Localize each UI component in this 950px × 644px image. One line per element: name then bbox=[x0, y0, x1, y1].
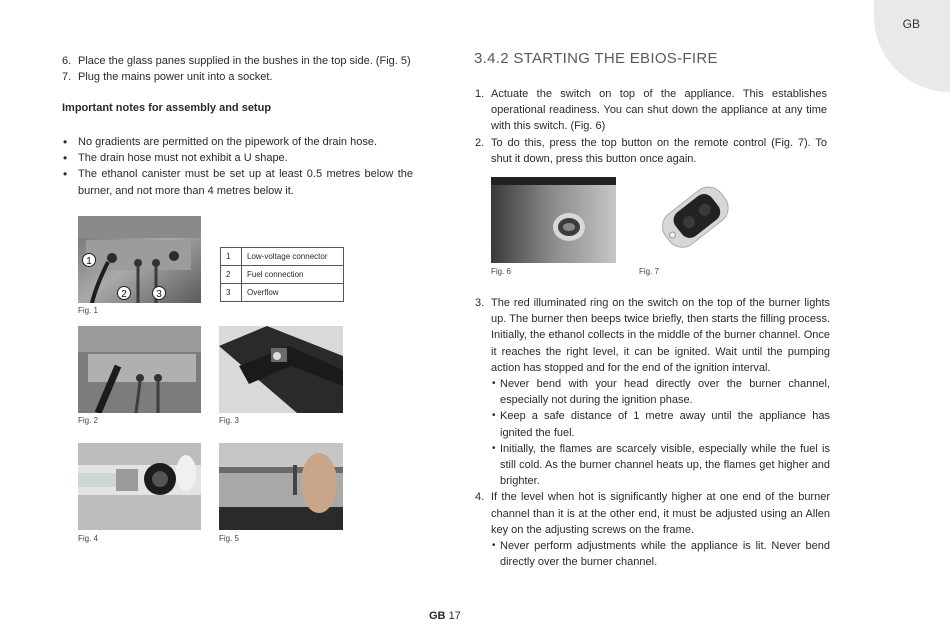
fig3-caption: Fig. 3 bbox=[219, 416, 240, 425]
table-row: 3 Overflow bbox=[221, 284, 344, 302]
fig5-caption: Fig. 5 bbox=[219, 534, 240, 543]
fig5-illustration bbox=[219, 443, 343, 530]
sub-bullet: • Initially, the flames are scarcely visible, especially while the fuel is still cold. As the burner channel heats up, the flames get higher and brighter. bbox=[491, 441, 830, 490]
sub-bullet: • Never bend with your head directly over the burner channel, especially not during the ignition phase. bbox=[491, 376, 830, 408]
fig6-illustration bbox=[491, 177, 616, 263]
fig1-marker-1: 1 bbox=[86, 256, 92, 267]
fig1-marker-3: 3 bbox=[156, 289, 162, 300]
page-footer bbox=[429, 610, 461, 622]
list-item: 1. Actuate the switch on top of the appliance. This establishes operational readiness. You can shut down the appliance at any time with this switch. (Fig. 6) bbox=[475, 88, 827, 133]
fig2-illustration bbox=[78, 326, 201, 413]
language-tab bbox=[874, 0, 950, 92]
list-item: 2. To do this, press the top button on the remote control (Fig. 7). To shut it down, press this button once again. bbox=[475, 136, 827, 165]
fig3-illustration bbox=[219, 326, 343, 413]
fig1-illustration bbox=[78, 216, 201, 303]
start-steps bbox=[475, 86, 827, 167]
fig7-illustration bbox=[640, 177, 750, 263]
table-row: 2 Fuel connection bbox=[221, 266, 344, 284]
footer-label: GB bbox=[429, 610, 446, 622]
list-item: • The drain hose must not exhibit a U shape. bbox=[62, 150, 413, 166]
list-item: 3. The red illuminated ring on the switch on the top of the burner lights up. The burner then beeps twice briefly, then starts the filling process. Initially, the ethanol collects in the middle of the burner channel. Once it reaches the right level, it can be ignited. Wait until the pumping action has stopped and for the end of the ignition interval. • Never bend with your head directly over the burner channel, especially not during the ignition phase. • Keep a safe distance of 1 metre away until the appliance has ignited the fuel. • Initially, the flames are scarcely visible, especially while the fuel is still cold. As the burner channel heats up, the flames get higher and brighter. bbox=[475, 295, 830, 489]
list-item: 6. Place the glass panes supplied in the bushes in the top side. (Fig. 5) bbox=[62, 55, 411, 67]
fig1-caption: Fig. 1 bbox=[78, 306, 99, 315]
fig1-legend-table bbox=[220, 247, 344, 302]
fig6-photo bbox=[491, 177, 616, 263]
sub-bullet: • Keep a safe distance of 1 metre away until the appliance has ignited the fuel. bbox=[491, 408, 830, 440]
fig1-photo bbox=[78, 216, 201, 303]
page-number: 17 bbox=[448, 610, 461, 622]
fig1-marker-2: 2 bbox=[121, 289, 127, 300]
start-steps-continued bbox=[475, 295, 830, 570]
notes-heading: Important notes for assembly and setup bbox=[62, 102, 272, 114]
assembly-steps bbox=[62, 53, 422, 85]
fig4-caption: Fig. 4 bbox=[78, 534, 99, 543]
fig6-caption: Fig. 6 bbox=[491, 267, 512, 276]
fig2-caption: Fig. 2 bbox=[78, 416, 99, 425]
list-item: 4. If the level when hot is significantly higher at one end of the burner channel than it is at the other end, it must be adjusted using an Allen key on the adjusting screws on the frame. • Never perform adjustments while the appliance is lit. Never bend directly over the burner channel. bbox=[475, 489, 830, 570]
fig3-photo bbox=[219, 326, 343, 413]
fig4-photo bbox=[78, 443, 201, 530]
language-tab-label: GB bbox=[902, 17, 920, 31]
fig4-illustration bbox=[78, 443, 201, 530]
fig2-photo bbox=[78, 326, 201, 413]
list-item: • The ethanol canister must be set up at least 0.5 metres below the burner, and not more than 4 metres below it. bbox=[62, 166, 413, 198]
section-heading: 3.4.2 STARTING THE EBIOS-FIRE bbox=[474, 50, 718, 67]
list-item: • No gradients are permitted on the pipework of the drain hose. bbox=[62, 134, 413, 150]
fig7-photo bbox=[640, 177, 750, 263]
notes-list bbox=[62, 134, 413, 199]
fig7-caption: Fig. 7 bbox=[639, 267, 660, 276]
fig5-photo bbox=[219, 443, 343, 530]
list-item: 7. Plug the mains power unit into a socket. bbox=[62, 71, 273, 84]
table-row: 1 Low-voltage connector bbox=[221, 248, 344, 266]
sub-bullet: • Never perform adjustments while the appliance is lit. Never bend directly over the burner channel. bbox=[491, 538, 830, 570]
